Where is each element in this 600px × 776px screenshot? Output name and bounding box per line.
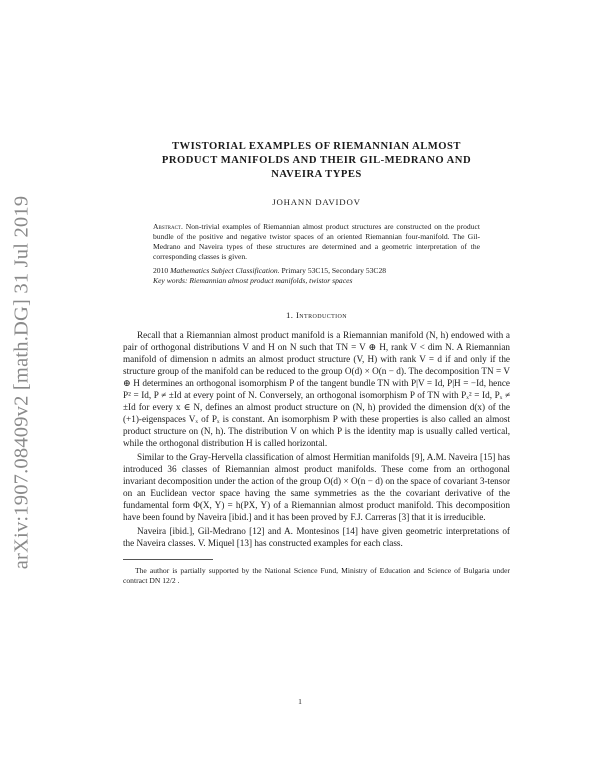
arxiv-sidebar-stamp [8,185,36,580]
msc-label: 2010 [153,265,171,275]
title-line: NAVEIRA TYPES [271,169,362,180]
paper-title [123,140,510,182]
introduction-body [123,329,510,549]
abstract-text: Non-trivial examples of Riemannian almost product structures are constructed on the product bundle of the positive and negative twistor spaces of an oriented Riemannian four-manifold. The Gil-Medrano and Naveira types of these structures are determined and a geometric interpretation of the corresponding classes is given. [153,222,480,261]
classification-block [153,266,480,286]
keywords-line: Key words: Riemannian almost product manifolds, twistor spaces [153,275,353,285]
paragraph: Similar to the Gray-Hervella classification of almost Hermitian manifolds [9], A.M. Naveira [15] has introduced 36 classes of Riemannian almost product manifolds. These come from an orthogonal invariant decomposition under the action of the group O(d) × O(n − d) on the space of covariant 3-tensor on an Euclidean vector space having the same symmetries as the the covariant derivative of the fundamental form Φ(X, Y) = h(PX, Y) of a Riemannian almost product manifold. This decomposition have been found by Naveira [ibid.] and it has been proved by F.J. Carreras [3] that it is irreducible. [123,452,510,523]
page-number: 1 [298,697,302,706]
abstract-label: Abstract. [153,222,183,231]
msc-line [153,266,480,276]
author-name: JOHANN DAVIDOV [272,197,361,207]
title-line: PRODUCT MANIFOLDS AND THEIR GIL-MEDRANO AND [161,155,472,166]
footnote: The author is partially supported by the National Science Fund, Ministry of Education and Science of Bulgaria under contract DN 12/2 . [123,566,510,586]
paragraph: Recall that a Riemannian almost product manifold is a Riemannian manifold (N, h) endowed with a pair of orthogonal distributions V and H on N such that TN = V ⊕ H, rank V < dim N. A Riemannian manifold of dimension n admits an almost product structure (V, H) with rank V = d if and only if the structure group of the manifold can be reduced to the group O(d) × O(n − d). The decomposition TN = V ⊕ H determines an orthogonal isomorphism P of the tangent bundle TN with P|V = Id, P|H = −Id, hence P² = Id, P ≠ ±Id at every point of N. Conversely, an orthogonal isomorphism P of TN with Pₓ² = Id, Pₓ ≠ ±Id for every x ∈ N, defines an almost product structure on (N, h) provided the dimension d(x) of the (+1)-eigenspaces Vₓ of Pₓ is constant. An isomorphism P with these properties is also called an almost product structure on (N, h). The distribution V on which P is the identity map is usually called vertical, while the orthogonal distribution H is called horizontal. [123,330,510,449]
msc-codes: Primary 53C15, Secondary 53C28 [279,265,387,275]
paper-page [123,140,510,586]
arxiv-identifier: arXiv:1907.08409v2 [math.DG] 31 Jul 2019 [10,195,33,570]
paragraph: Naveira [ibid.], Gil-Medrano [12] and A. Montesinos [14] have given geometric interpretations of the Naveira classes. V. Miquel [13] has constructed examples for each class. [123,526,510,549]
section-heading: 1. Introduction [285,310,348,321]
abstract [153,222,480,262]
title-line: TWISTORIAL EXAMPLES OF RIEMANNIAN ALMOST [171,141,461,152]
msc-italic: Mathematics Subject Classification. [170,265,280,275]
footnote-divider [123,559,213,560]
